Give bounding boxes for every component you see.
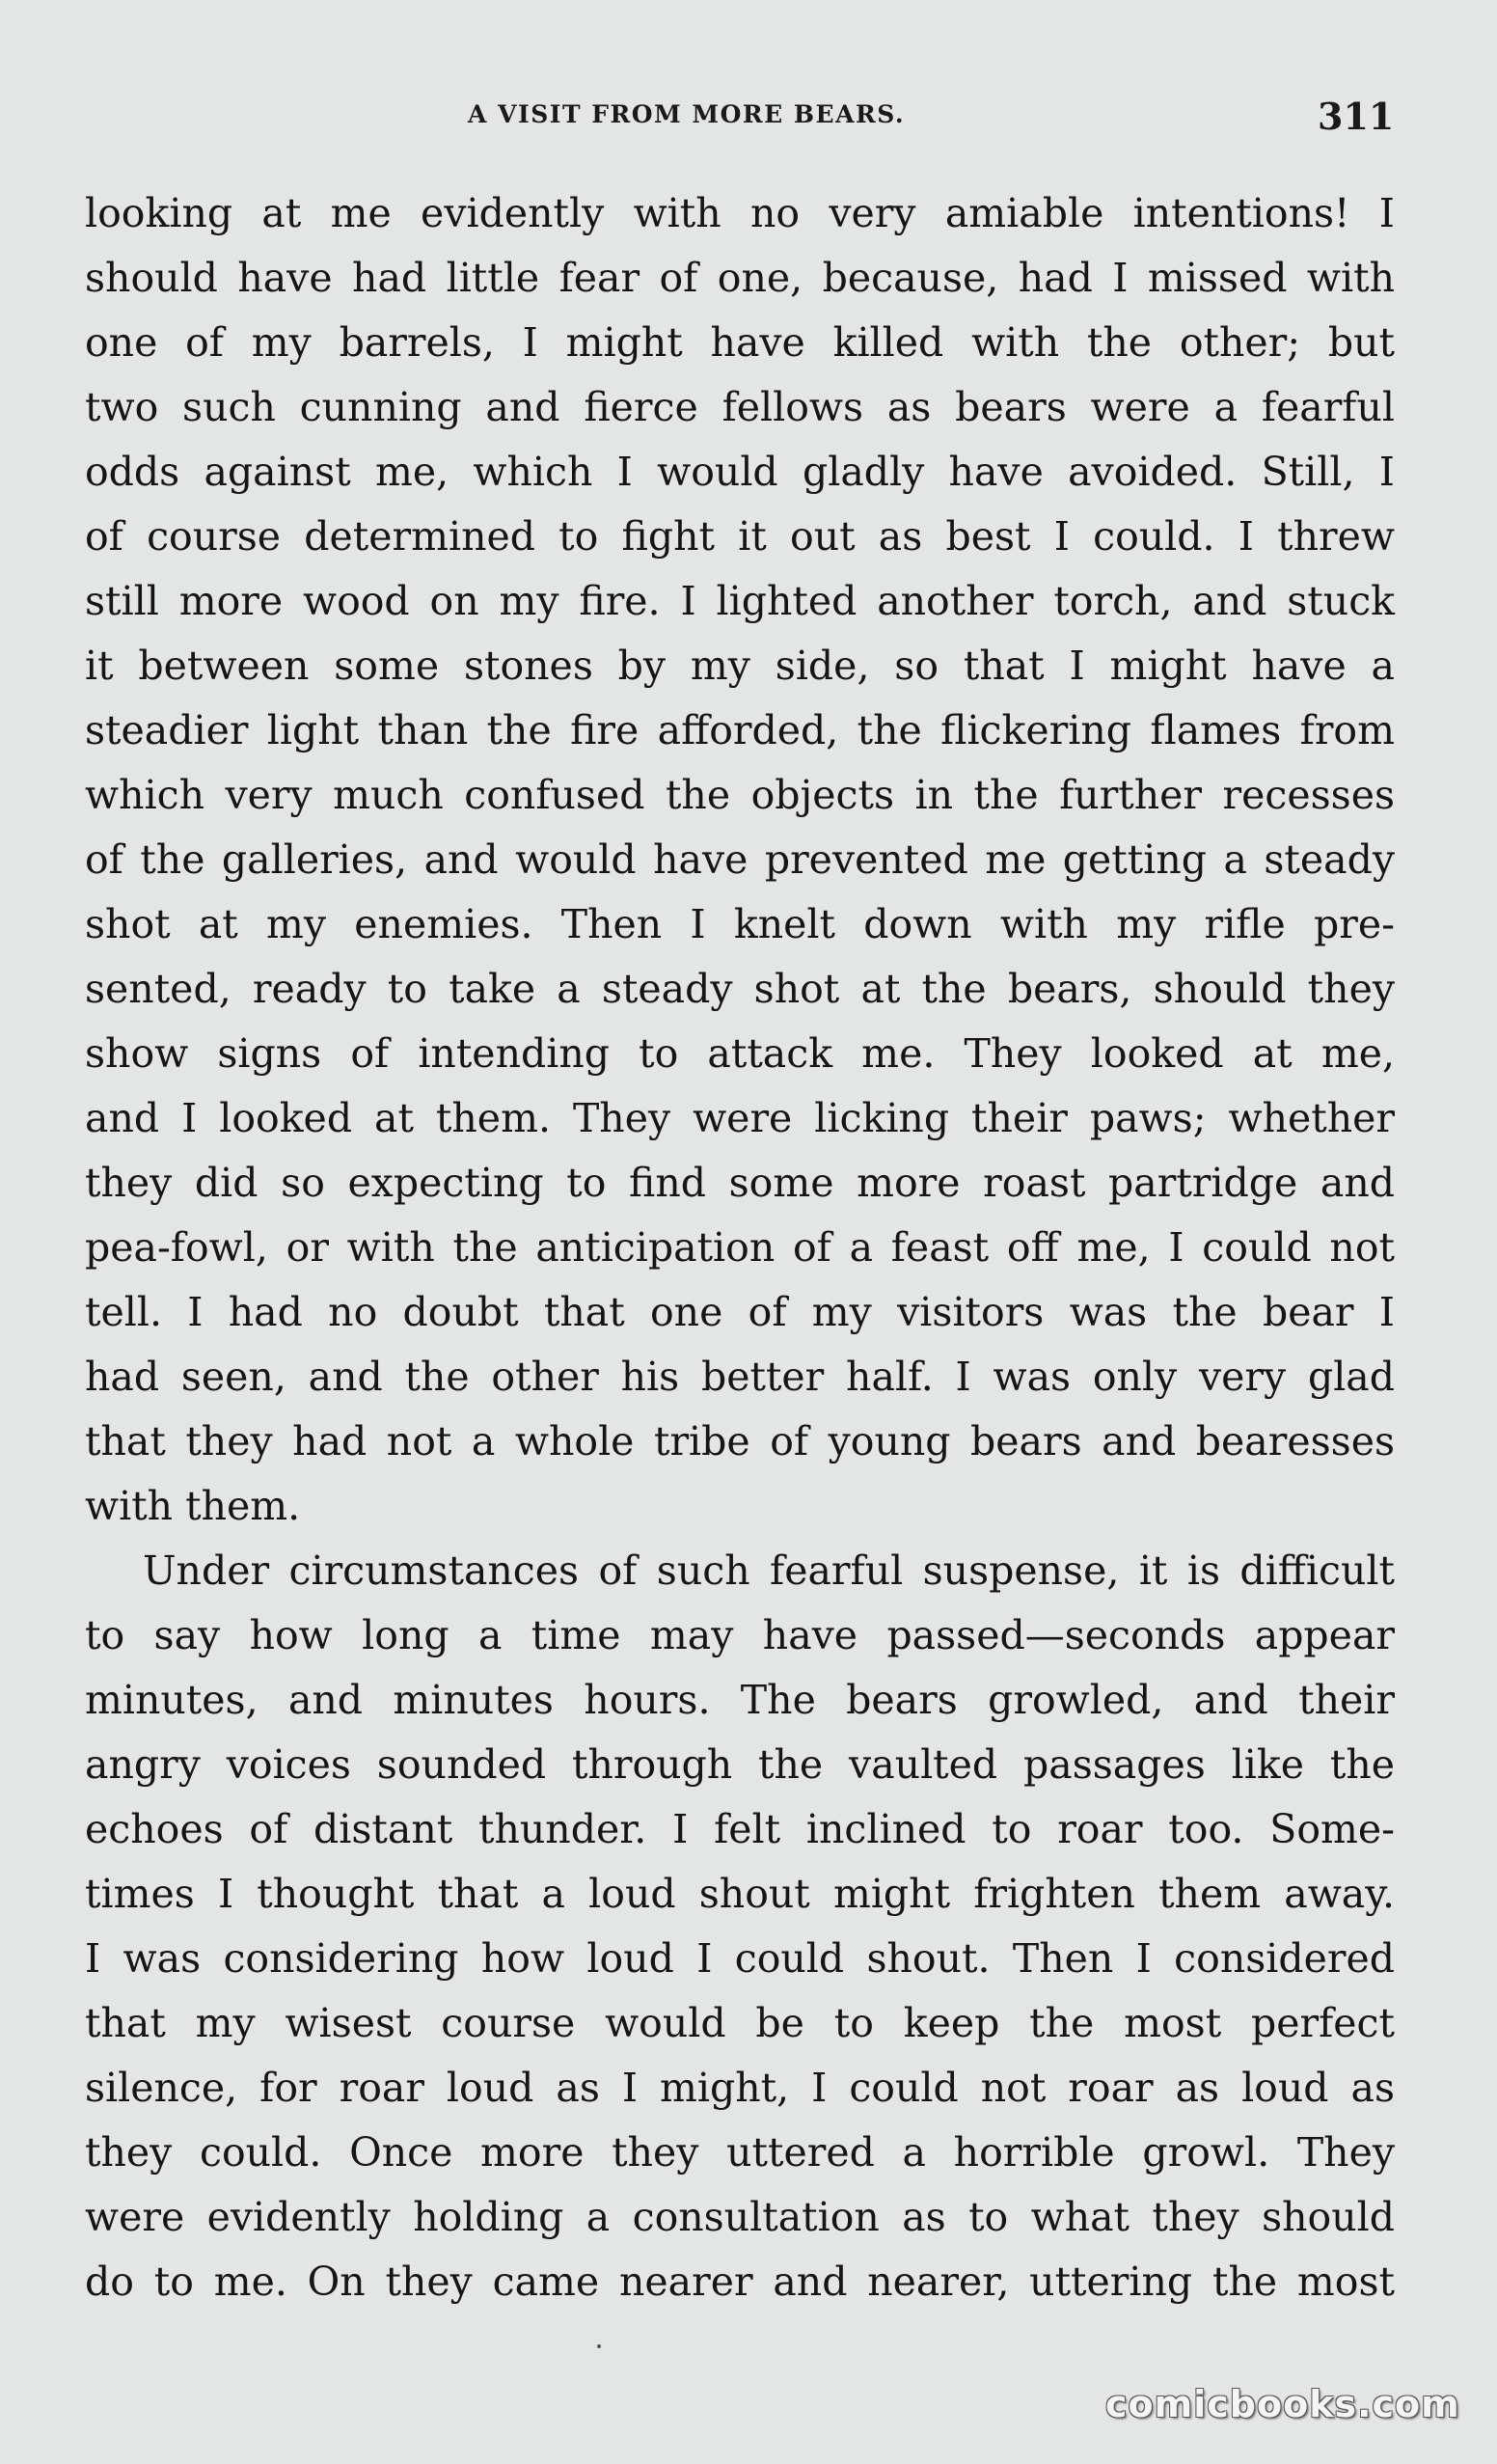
page-number: 311 (1318, 95, 1395, 138)
paragraph-1 (85, 181, 1395, 1539)
text-line: do to me. On they came nearer and nearer, uttering the most (85, 2259, 1395, 2305)
text-line: Under circumstances of such fearful suspense, it is difficult (143, 1547, 1395, 1594)
text-line: that my wisest course would be to keep the most perfect (85, 2000, 1395, 2046)
text-line: shot at my enemies. Then I knelt down with my rifle pre- (85, 901, 1395, 947)
running-head (0, 95, 1497, 143)
text-line: of course determined to fight it out as best I could. I threw (85, 513, 1395, 560)
text-line: I was considering how loud I could shout. Then I considered (85, 1935, 1395, 1982)
text-line: angry voices sounded through the vaulted passages like the (85, 1741, 1395, 1788)
text-line: of the galleries, and would have prevented me getting a steady (85, 836, 1395, 883)
paragraph-2 (85, 1539, 1395, 2314)
body-text (85, 181, 1395, 2314)
text-line: still more wood on my fire. I lighted another torch, and stuck (85, 578, 1395, 624)
text-line: odds against me, which I would gladly have avoided. Still, I (85, 449, 1395, 495)
text-line: show signs of intending to attack me. They looked at me, (85, 1030, 1395, 1077)
watermark: comicbooks.com (1105, 2383, 1460, 2425)
text-line: tell. I had no doubt that one of my visitors was the bear I (85, 1289, 1395, 1335)
text-line: that they had not a whole tribe of young bears and bearesses (85, 1418, 1395, 1465)
text-line: steadier light than the fire afforded, the flickering flames from (85, 707, 1395, 753)
text-line: one of my barrels, I might have killed with the other; but (85, 319, 1395, 366)
text-line: and I looked at them. They were licking their paws; whether (85, 1095, 1395, 1141)
printer-mark (597, 2344, 601, 2348)
running-head-title: A VISIT FROM MORE BEARS. (468, 100, 906, 128)
text-line: which very much confused the objects in the further recesses (85, 772, 1395, 818)
text-line: should have had little fear of one, because, had I missed with (85, 255, 1395, 301)
text-line: looking at me evidently with no very amiable intentions! I (85, 190, 1395, 236)
text-line: they did so expecting to find some more roast partridge and (85, 1160, 1395, 1206)
text-line: two such cunning and fierce fellows as bears were a fearful (85, 384, 1395, 430)
text-line: had seen, and the other his better half. I was only very glad (85, 1354, 1395, 1400)
text-line: sented, ready to take a steady shot at the bears, should they (85, 966, 1395, 1012)
text-line: were evidently holding a consultation as to what they should (85, 2194, 1395, 2240)
text-line: they could. Once more they uttered a horrible growl. They (85, 2129, 1395, 2176)
text-line: it between some stones by my side, so that I might have a (85, 643, 1395, 689)
text-line: minutes, and minutes hours. The bears growled, and their (85, 1677, 1395, 1723)
text-line: silence, for roar loud as I might, I could not roar as loud as (85, 2065, 1395, 2111)
text-line: pea-fowl, or with the anticipation of a feast off me, I could not (85, 1224, 1395, 1271)
text-line: with them. (85, 1483, 301, 1529)
text-line: to say how long a time may have passed—seconds appear (85, 1612, 1395, 1658)
text-line: echoes of distant thunder. I felt inclined to roar too. Some- (85, 1806, 1395, 1852)
text-line: times I thought that a loud shout might frighten them away. (85, 1871, 1395, 1917)
